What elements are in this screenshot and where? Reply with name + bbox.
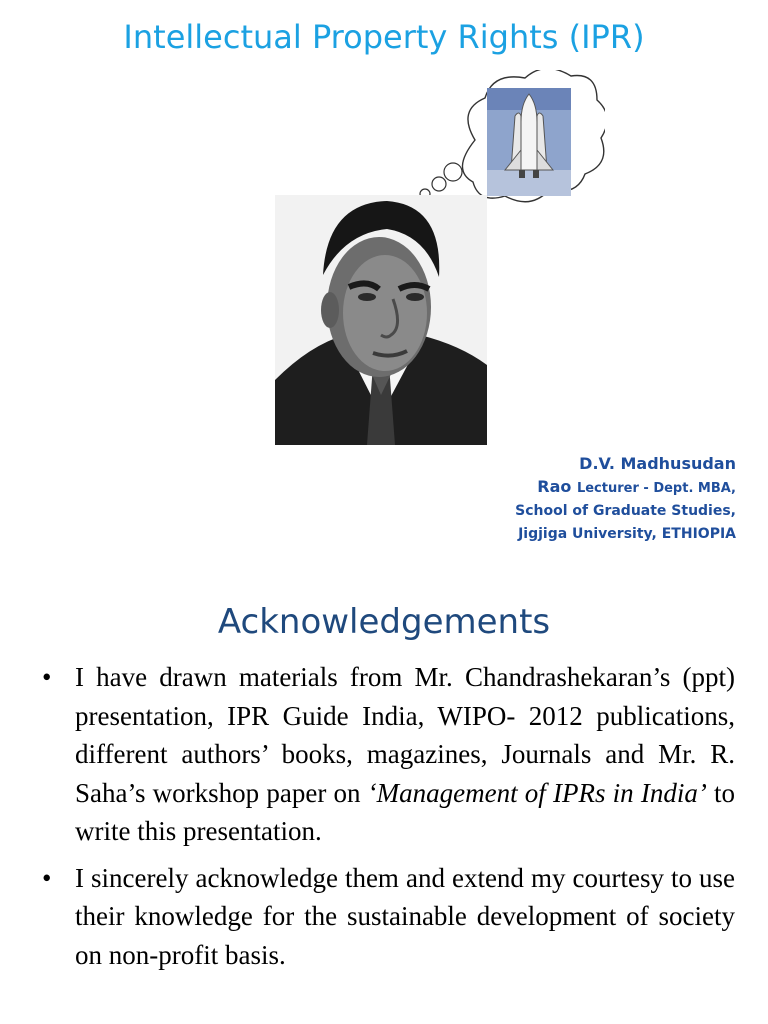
author-position: Lecturer - Dept. MBA,: [576, 481, 736, 496]
workshop-paper-title: ‘Management of IPRs in India’: [367, 777, 707, 808]
rocket-icon: [487, 88, 571, 196]
bullet-text: I have drawn materials from Mr. Chandrashekaran’s (ppt) presentation, IPR Guide India, WIPO- 2012 publications, different authors’ books, magazines, Journals and Mr. R. Saha’s workshop paper on: [75, 662, 735, 808]
slide-title-heading: Intellectual Property Rights (IPR): [123, 18, 645, 56]
scientist-portrait: [275, 195, 487, 445]
author-name-last: Rao: [537, 477, 572, 496]
author-name: D.V. Madhusudan: [579, 454, 736, 473]
acknowledgements-list: [40, 658, 735, 982]
author-credit: [480, 452, 736, 546]
list-item: [40, 859, 735, 975]
slide-acknowledgements: [0, 580, 768, 1024]
bullet-text: I sincerely acknowledge them and extend my courtesy to use their knowledge for the sustainable development of society on non-profit basis.: [75, 862, 735, 970]
author-university: Jigjiga University, ETHIOPIA: [518, 526, 736, 542]
bullet-text-end: to write this presentation.: [75, 777, 735, 846]
acknowledgements-heading: Acknowledgements: [217, 602, 551, 642]
author-school: School of Graduate Studies,: [515, 503, 736, 519]
list-item: [40, 658, 735, 851]
